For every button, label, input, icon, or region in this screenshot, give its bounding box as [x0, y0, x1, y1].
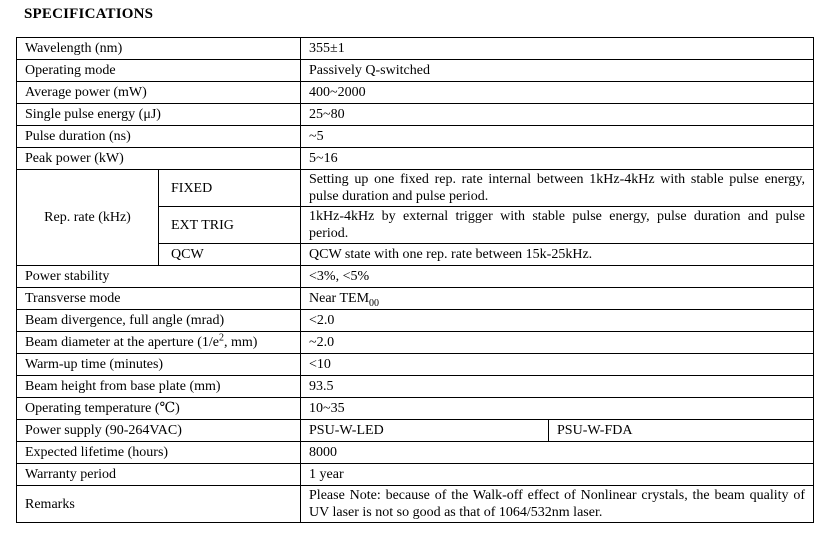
table-row — [17, 420, 814, 442]
table-row — [17, 266, 814, 288]
spec-label: Average power (mW) — [17, 82, 301, 104]
spec-value: 1 year — [301, 464, 814, 486]
spec-label: Operating temperature (℃) — [17, 398, 301, 420]
rep-rate-fixed-label: FIXED — [159, 170, 301, 207]
rep-rate-qcw-value: QCW state with one rep. rate between 15k-25kHz. — [301, 244, 814, 266]
remarks-value: Please Note: because of the Walk-off effect of Nonlinear crystals, the beam quality of UV laser is not so good as that of 1064/532nm laser. — [301, 486, 814, 523]
table-row — [17, 82, 814, 104]
beam-diameter-label-end: , mm) — [223, 335, 258, 350]
spec-value: 8000 — [301, 442, 814, 464]
table-row — [17, 170, 814, 207]
specifications-table — [16, 37, 814, 523]
spec-value: 5~16 — [301, 148, 814, 170]
spec-value: 10~35 — [301, 398, 814, 420]
beam-diameter-label-text: Beam diameter at the aperture (1/e — [25, 335, 219, 350]
table-row — [17, 148, 814, 170]
spec-label: Power stability — [17, 266, 301, 288]
table-row — [17, 332, 814, 354]
table-row — [17, 60, 814, 82]
spec-label: Warranty period — [17, 464, 301, 486]
spec-label: Beam height from base plate (mm) — [17, 376, 301, 398]
table-row — [17, 354, 814, 376]
spec-value — [301, 288, 814, 310]
rep-rate-label: Rep. rate (kHz) — [17, 170, 159, 266]
table-row — [17, 126, 814, 148]
spec-label: Pulse duration (ns) — [17, 126, 301, 148]
table-row — [17, 398, 814, 420]
section-heading: SPECIFICATIONS — [24, 6, 154, 22]
rep-rate-qcw-label: QCW — [159, 244, 301, 266]
rep-rate-fixed-value: Setting up one fixed rep. rate internal between 1kHz-4kHz with stable pulse energy, pulse duration and pulse period. — [301, 170, 814, 207]
transverse-mode-text: Near TEM — [309, 291, 370, 306]
spec-label: Expected lifetime (hours) — [17, 442, 301, 464]
spec-value: 25~80 — [301, 104, 814, 126]
table-row — [17, 288, 814, 310]
spec-value: Passively Q-switched — [301, 60, 814, 82]
spec-value: 93.5 — [301, 376, 814, 398]
spec-value: <10 — [301, 354, 814, 376]
power-supply-value-b: PSU-W-FDA — [549, 420, 814, 442]
transverse-mode-subscript: 00 — [369, 297, 380, 309]
table-row — [17, 376, 814, 398]
spec-label: Peak power (kW) — [17, 148, 301, 170]
spec-value: ~5 — [301, 126, 814, 148]
power-supply-value-a: PSU-W-LED — [301, 420, 549, 442]
spec-value: ~2.0 — [301, 332, 814, 354]
table-row — [17, 464, 814, 486]
spec-value: <3%, <5% — [301, 266, 814, 288]
rep-rate-ext-trig-value: 1kHz-4kHz by external trigger with stable pulse energy, pulse duration and pulse period. — [301, 207, 814, 244]
spec-label: Transverse mode — [17, 288, 301, 310]
spec-label: Wavelength (nm) — [17, 38, 301, 60]
table-row — [17, 442, 814, 464]
spec-value: 355±1 — [301, 38, 814, 60]
spec-label: Warm-up time (minutes) — [17, 354, 301, 376]
table-row — [17, 38, 814, 60]
spec-label: Beam divergence, full angle (mrad) — [17, 310, 301, 332]
spec-label: Single pulse energy (μJ) — [17, 104, 301, 126]
table-row — [17, 310, 814, 332]
spec-label — [17, 332, 301, 354]
spec-label: Remarks — [17, 486, 301, 523]
spec-value: <2.0 — [301, 310, 814, 332]
rep-rate-ext-trig-label: EXT TRIG — [159, 207, 301, 244]
spec-value: 400~2000 — [301, 82, 814, 104]
spec-label: Operating mode — [17, 60, 301, 82]
table-row — [17, 104, 814, 126]
beam-diameter-superscript: 2 — [218, 332, 224, 344]
spec-label: Power supply (90-264VAC) — [17, 420, 301, 442]
table-row — [17, 486, 814, 523]
